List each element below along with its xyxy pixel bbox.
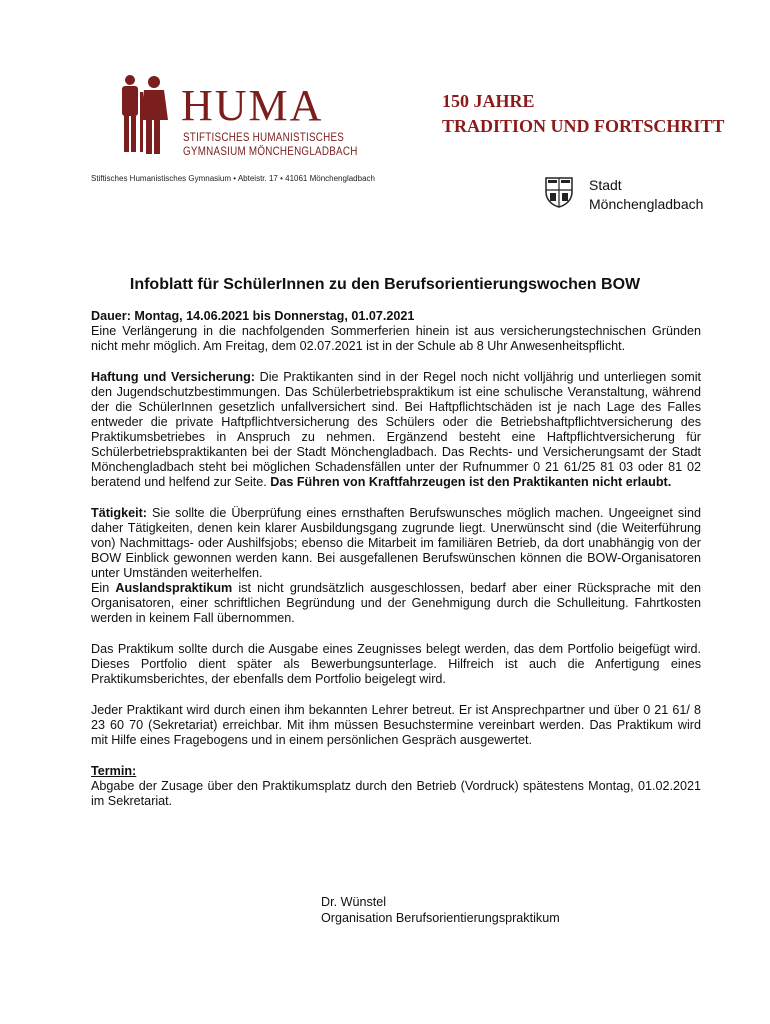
activity-heading: Tätigkeit: xyxy=(91,506,147,520)
deadline-section xyxy=(91,764,701,809)
liability-heading: Haftung und Versicherung: xyxy=(91,370,255,384)
certificate-section: Das Praktikum sollte durch die Ausgabe eines Zeugnisses belegt werden, das dem Portfolio beigefügt wird. Dieses Portfolio dient später als Bewerbungsunterlage. Hilfreich ist auch die Anfertigung eines Praktikumsberichtes, der ebenfalls dem Portfolio beigelegt wird. xyxy=(91,642,701,686)
school-address: Stiftisches Humanistisches Gymnasium • Abteistr. 17 • 41061 Mönchengladbach xyxy=(91,174,375,183)
deadline-heading: Termin: xyxy=(91,764,137,778)
duration-text: Eine Verlängerung in die nachfolgenden Sommerferien hinein ist aus versicherungstechnischen Gründen nicht mehr möglich. Am Freitag, dem 02.07.2021 ist in der Schule ab 8 Uhr Anwesenheitspflicht. xyxy=(91,324,701,353)
anniversary-slogan: 150 JAHRE TRADITION UND FORTSCHRITT xyxy=(442,91,725,136)
duration-heading: Dauer: Montag, 14.06.2021 bis Donnerstag, 01.07.2021 xyxy=(91,309,415,323)
school-logo-figure xyxy=(116,72,174,161)
activity-text: Sie sollte die Überprüfung eines ernsthaften Berufswunsches möglich machen. Ungeeignet sind daher Tätigkeiten, denen kein klarer Ausbildungsgang zugrunde liegt. Unerwünscht sind (die Weiterführung von) Nachmittags- oder Aushilfsjobs; ebenso die Mitarbeit im familiären Betrieb, da dort unabhängig von der BOW Einblick gewonnen werden kann. Bei ausgefallenen Berufswünschen können die BOW-Organisatoren unter Umständen weiterhelfen. xyxy=(91,506,701,580)
signature-role: Organisation Berufsorientierungspraktikum xyxy=(321,911,560,925)
document-body xyxy=(91,309,701,825)
duration-section xyxy=(91,309,701,354)
city-coat-of-arms-icon xyxy=(542,175,576,214)
page-title: Infoblatt für SchülerInnen zu den Berufsorientierungswochen BOW xyxy=(129,276,641,293)
liability-vehicle-note: Das Führen von Kraftfahrzeugen ist den Praktikanten nicht erlaubt. xyxy=(270,475,672,489)
liability-section xyxy=(91,370,701,490)
abroad-section: Ein Auslandspraktikum ist nicht grundsätzlich ausgeschlossen, bedarf aber einer Rücksprache mit den Organisatoren, einer schriftlichen Begründung und der Genehmigung durch die Schulleitung. Fahrtkosten werden in keinem Fall übernommen. xyxy=(91,581,701,625)
abroad-heading: Auslandspraktikum xyxy=(115,581,233,595)
signature-block xyxy=(321,894,560,926)
school-short-name: HUMA xyxy=(181,81,324,130)
supervision-section: Jeder Praktikant wird durch einen ihm bekannten Lehrer betreut. Er ist Ansprechpartner und über 0 21 61/ 8 23 60 70 (Sekretariat) erreichbar. Mit ihm müssen Besuchstermine vereinbart werden. Das Praktikum wird mit Hilfe eines Fragebogens und in einem persönlichen Gespräch ausgewertet. xyxy=(91,703,701,747)
activity-section xyxy=(91,506,701,581)
liability-text: Die Praktikanten sind in der Regel noch nicht volljährig und unterliegen somit den Jugendschutzbestimmungen. Das Schülerbetriebspraktikum ist eine schulische Veranstaltung, während der die SchülerInnen gesetzlich unfallversichert sind. Bei Haftpflichtschäden ist je nach Lage des Falles entweder die private Haftpflichtversicherung des Schülers oder die Betriebshaftpflichtversicherung des Praktikumsbetriebes in Anspruch zu nehmen. Ergänzend besteht eine Haftpflichtversicherung für Schülerbetriebspraktikanten bei der Stadt Mönchengladbach. Das Rechts- und Versicherungsamt der Stadt Mönchengladbach steht bei möglichen Schadensfällen unter der Rufnummer 0 21 61/25 81 03 oder 81 02 beratend und helfend zur Seite. xyxy=(91,370,701,489)
abroad-text: ist nicht grundsätzlich ausgeschlossen, bedarf aber einer Rücksprache mit den Organisatoren, einer schriftlichen Begründung und der Genehmigung durch die Schulleitung. Fahrtkosten werden in keinem Fall übernommen. xyxy=(91,581,701,625)
signature-name: Dr. Wünstel xyxy=(321,895,387,909)
city-name: Stadt Mönchengladbach xyxy=(589,177,704,212)
school-full-name: STIFTISCHES HUMANISTISCHES GYMNASIUM MÖNCHENGLADBACH xyxy=(183,130,358,158)
deadline-text: Abgabe der Zusage über den Praktikumsplatz durch den Betrieb (Vordruck) spätestens Montag, 01.02.2021 im Sekretariat. xyxy=(91,779,701,808)
